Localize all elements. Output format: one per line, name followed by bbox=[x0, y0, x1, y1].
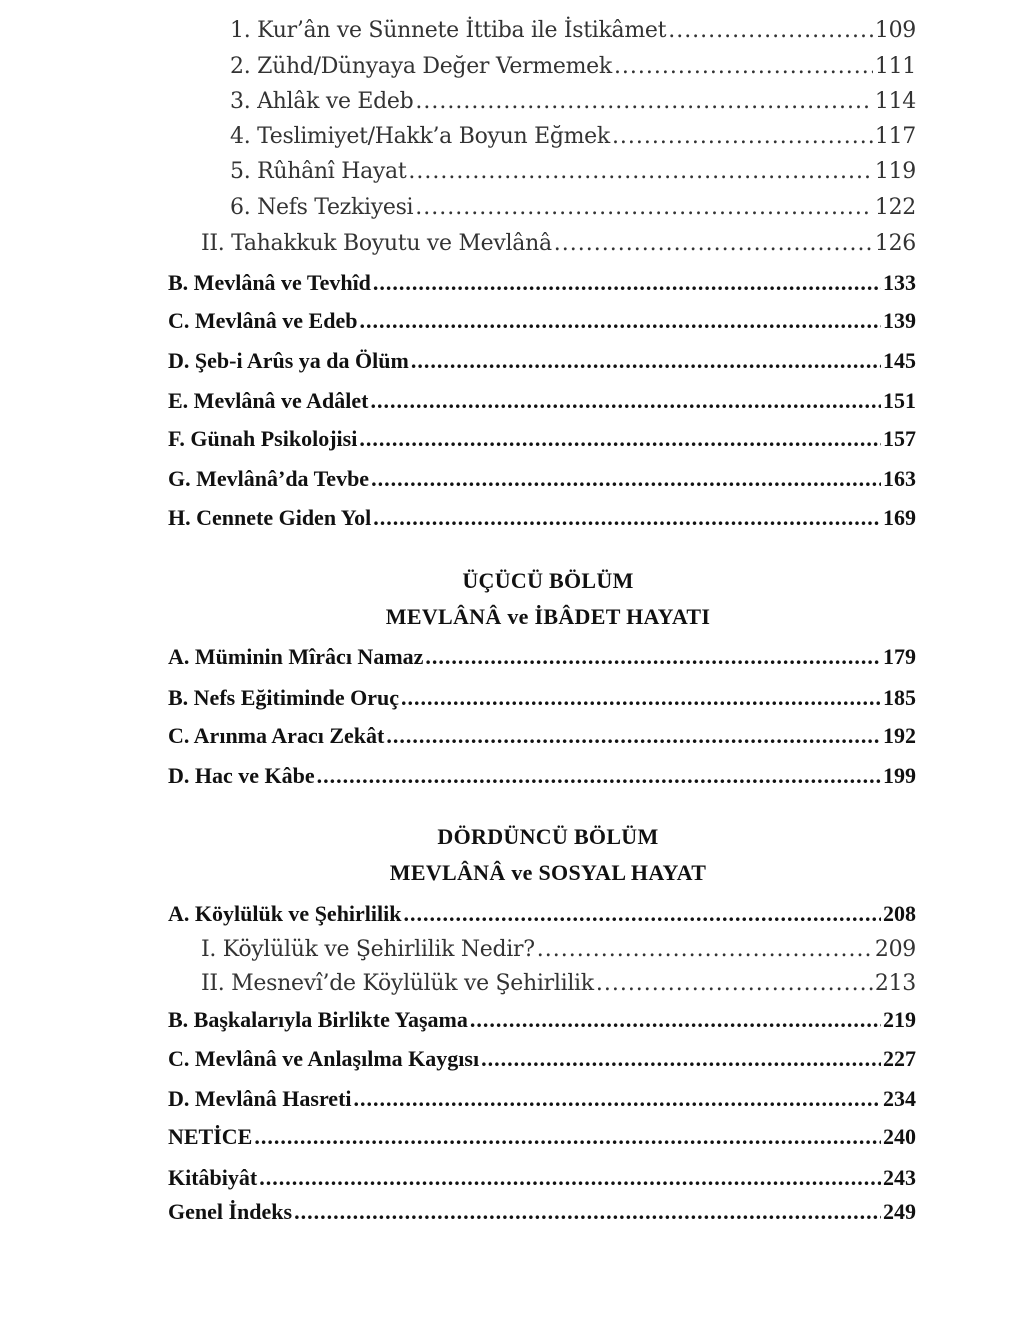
toc-entry-label: H. Cennete Giden Yol bbox=[168, 505, 372, 530]
section-heading-title: MEVLÂNÂ ve SOSYAL HAYAT bbox=[389, 860, 707, 885]
toc-entry-label: B. Başkalarıyla Birlikte Yaşama bbox=[168, 1007, 468, 1032]
toc-entry-page: 119 bbox=[874, 159, 916, 184]
toc-entry-page: 163 bbox=[883, 466, 916, 491]
toc-entry-page: 213 bbox=[874, 971, 916, 996]
toc-entry-page: 126 bbox=[874, 231, 916, 256]
toc-entry-label: Kitâbiyât bbox=[168, 1165, 258, 1190]
toc-leader-dots bbox=[386, 723, 881, 749]
toc-entry-page: 114 bbox=[874, 89, 916, 114]
toc-leader-dots bbox=[408, 159, 873, 184]
toc-leader-dots bbox=[481, 1046, 881, 1072]
toc-leader-dots bbox=[373, 270, 881, 296]
toc-entry bbox=[168, 270, 916, 304]
toc-entry-label: G. Mevlânâ’da Tevbe bbox=[168, 466, 370, 491]
toc-entry-label: 3. Ahlâk ve Edeb bbox=[230, 89, 414, 114]
toc-entry bbox=[230, 159, 916, 193]
toc-entry bbox=[201, 971, 916, 1005]
toc-entry-label: C. Arınma Aracı Zekât bbox=[168, 723, 385, 748]
toc-entry-label: 2. Zühd/Dünyaya Değer Vermemek bbox=[230, 54, 612, 79]
toc-entry bbox=[168, 644, 916, 678]
toc-leader-dots bbox=[404, 901, 882, 927]
toc-entry-page: 227 bbox=[883, 1046, 916, 1071]
toc-leader-dots bbox=[359, 426, 881, 452]
toc-entry-label: B. Mevlânâ ve Tevhîd bbox=[168, 270, 371, 295]
toc-entry bbox=[168, 348, 916, 382]
toc-entry bbox=[168, 308, 916, 342]
toc-entry bbox=[230, 124, 916, 158]
toc-entry bbox=[168, 1086, 916, 1120]
toc-entry bbox=[168, 1165, 916, 1199]
toc-entry-page: 240 bbox=[883, 1124, 916, 1149]
toc-entry-label: D. Mevlânâ Hasreti bbox=[168, 1086, 352, 1111]
toc-entry-label: A. Müminin Mîrâcı Namaz bbox=[168, 644, 424, 669]
toc-entry-label: C. Mevlânâ ve Edeb bbox=[168, 308, 358, 333]
toc-leader-dots bbox=[596, 971, 873, 996]
toc-leader-dots bbox=[371, 466, 881, 492]
toc-leader-dots bbox=[415, 195, 873, 220]
section-heading-number: DÖRDÜNCÜ BÖLÜM bbox=[437, 824, 659, 849]
toc-entry bbox=[201, 231, 916, 265]
toc-entry-page: 133 bbox=[883, 270, 916, 295]
toc-entry-label: II. Mesnevî’de Köylülük ve Şehirlilik bbox=[201, 971, 594, 996]
toc-entry-page: 209 bbox=[874, 937, 916, 962]
toc-entry bbox=[168, 426, 916, 460]
toc-entry bbox=[230, 54, 916, 88]
toc-leader-dots bbox=[668, 18, 873, 43]
toc-leader-dots bbox=[470, 1007, 881, 1033]
toc-leader-dots bbox=[294, 1199, 881, 1225]
toc-entry-label: E. Mevlânâ ve Adâlet bbox=[168, 388, 369, 413]
toc-entry-label: F. Günah Psikolojisi bbox=[168, 426, 358, 451]
toc-entry bbox=[168, 723, 916, 757]
toc-entry-label: 6. Nefs Tezkiyesi bbox=[230, 195, 414, 220]
toc-entry-label: D. Hac ve Kâbe bbox=[168, 763, 315, 788]
toc-entry bbox=[168, 1007, 916, 1041]
toc-entry bbox=[168, 1199, 916, 1233]
toc-entry-page: 249 bbox=[883, 1199, 916, 1224]
toc-leader-dots bbox=[259, 1165, 881, 1191]
toc-entry-label: Genel İndeks bbox=[168, 1199, 293, 1224]
toc-entry-page: 157 bbox=[883, 426, 916, 451]
toc-leader-dots bbox=[415, 89, 873, 114]
toc-entry-label: 4. Teslimiyet/Hakk’a Boyun Eğmek bbox=[230, 124, 610, 149]
toc-leader-dots bbox=[554, 231, 873, 256]
toc-entry-label: B. Nefs Eğitiminde Oruç bbox=[168, 685, 399, 710]
toc-leader-dots bbox=[317, 763, 881, 789]
toc-entry-page: 185 bbox=[883, 685, 916, 710]
toc-entry-page: 145 bbox=[883, 348, 916, 373]
toc-entry-page: 109 bbox=[874, 18, 916, 43]
toc-entry bbox=[168, 388, 916, 422]
toc-leader-dots bbox=[612, 124, 873, 149]
toc-leader-dots bbox=[354, 1086, 881, 1112]
toc-entry-page: 199 bbox=[883, 763, 916, 788]
toc-entry-page: 192 bbox=[883, 723, 916, 748]
toc-entry-label: C. Mevlânâ ve Anlaşılma Kaygısı bbox=[168, 1046, 480, 1071]
toc-entry-label: II. Tahakkuk Boyutu ve Mevlânâ bbox=[201, 231, 552, 256]
toc-entry-label: 5. Rûhânî Hayat bbox=[230, 159, 407, 184]
toc-leader-dots bbox=[614, 54, 873, 79]
toc-entry bbox=[230, 18, 916, 52]
toc-entry bbox=[168, 1046, 916, 1080]
toc-entry-page: 151 bbox=[883, 388, 916, 413]
toc-entry-page: 122 bbox=[874, 195, 916, 220]
section-heading-number: ÜÇÜCÜ BÖLÜM bbox=[462, 568, 634, 593]
toc-leader-dots bbox=[401, 685, 881, 711]
toc-entry-page: 243 bbox=[883, 1165, 916, 1190]
toc-entry-page: 117 bbox=[874, 124, 916, 149]
toc-entry bbox=[168, 505, 916, 539]
toc-entry-label: D. Şeb-i Arûs ya da Ölüm bbox=[168, 348, 409, 373]
toc-entry-label: NETİCE bbox=[168, 1124, 253, 1149]
toc-entry-page: 234 bbox=[883, 1086, 916, 1111]
toc-leader-dots bbox=[411, 348, 881, 374]
toc-entry-label: I. Köylülük ve Şehirlilik Nedir? bbox=[201, 937, 535, 962]
toc-leader-dots bbox=[537, 937, 873, 962]
toc-leader-dots bbox=[254, 1124, 881, 1150]
toc-entry bbox=[201, 937, 916, 971]
toc-leader-dots bbox=[359, 308, 881, 334]
toc-leader-dots bbox=[370, 388, 881, 414]
toc-entry bbox=[168, 466, 916, 500]
toc-entry-page: 219 bbox=[883, 1007, 916, 1032]
toc-entry-page: 139 bbox=[883, 308, 916, 333]
toc-leader-dots bbox=[425, 644, 881, 670]
toc-entry bbox=[168, 685, 916, 719]
toc-entry bbox=[230, 89, 916, 123]
toc-entry bbox=[168, 901, 916, 935]
toc-entry bbox=[168, 1124, 916, 1158]
toc-leader-dots bbox=[373, 505, 881, 531]
section-heading-title: MEVLÂNÂ ve İBÂDET HAYATI bbox=[385, 604, 711, 629]
toc-entry bbox=[168, 763, 916, 797]
toc-entry-page: 179 bbox=[883, 644, 916, 669]
toc-entry-page: 208 bbox=[883, 901, 916, 926]
toc-entry bbox=[230, 195, 916, 229]
toc-entry-page: 111 bbox=[874, 54, 916, 79]
toc-entry-label: 1. Kur’ân ve Sünnete İttiba ile İstikâmet bbox=[230, 18, 667, 43]
toc-entry-label: A. Köylülük ve Şehirlilik bbox=[168, 901, 402, 926]
toc-entry-page: 169 bbox=[883, 505, 916, 530]
